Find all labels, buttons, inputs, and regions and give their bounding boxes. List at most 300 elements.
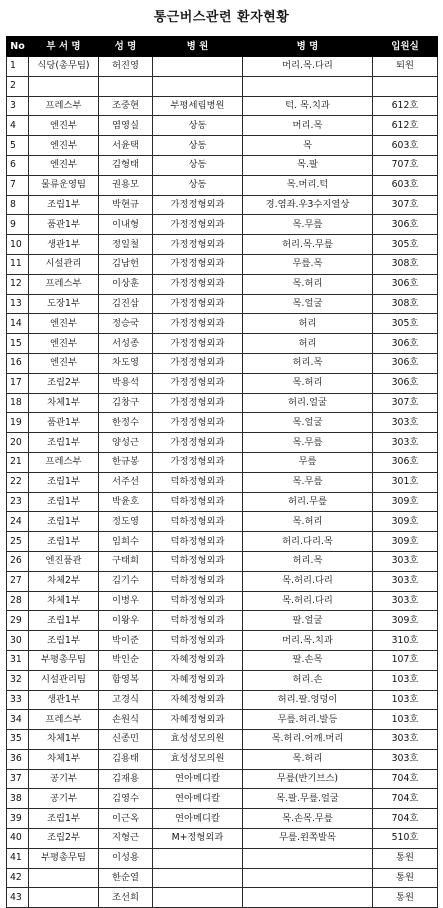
cell-ward: 307호 (373, 393, 438, 413)
cell-condition: 목.허리 (243, 274, 373, 294)
cell-department: 차체2부 (29, 571, 99, 591)
table-row (7, 334, 438, 354)
table-header-row (7, 37, 438, 57)
cell-no: 10 (7, 235, 29, 255)
cell-no: 28 (7, 591, 29, 611)
cell-hospital (153, 848, 243, 868)
cell-ward: 306호 (373, 334, 438, 354)
cell-ward: 309호 (373, 492, 438, 512)
cell-condition: 목.손목.무릎 (243, 809, 373, 829)
cell-no: 18 (7, 393, 29, 413)
cell-no: 36 (7, 749, 29, 769)
cell-no: 4 (7, 116, 29, 136)
cell-hospital (153, 868, 243, 888)
cell-condition: 목.허리.어깨.머리 (243, 730, 373, 750)
cell-ward: 303호 (373, 730, 438, 750)
table-row (7, 433, 438, 453)
cell-condition: 목.무릎 (243, 472, 373, 492)
cell-no: 6 (7, 155, 29, 175)
cell-ward (373, 76, 438, 96)
cell-department: 부평총무팀 (29, 650, 99, 670)
cell-hospital: 가정정형외과 (153, 393, 243, 413)
cell-condition: 목.허리 (243, 749, 373, 769)
cell-ward: 603호 (373, 175, 438, 195)
cell-ward: 306호 (373, 215, 438, 235)
cell-no: 19 (7, 413, 29, 433)
cell-name: 김기수 (99, 571, 153, 591)
cell-hospital: 상동 (153, 116, 243, 136)
cell-department: 부평총무팀 (29, 848, 99, 868)
table-row (7, 690, 438, 710)
table-row (7, 611, 438, 631)
table-row (7, 532, 438, 552)
header-hospital: 병 원 (153, 37, 243, 57)
cell-ward: 309호 (373, 512, 438, 532)
cell-condition: 허리.얼굴 (243, 393, 373, 413)
cell-hospital: 가정정형외과 (153, 373, 243, 393)
cell-ward: 307호 (373, 195, 438, 215)
cell-ward: 303호 (373, 749, 438, 769)
cell-no: 20 (7, 433, 29, 453)
cell-department: 공기부 (29, 769, 99, 789)
table-row (7, 215, 438, 235)
cell-hospital: 효성성모의원 (153, 749, 243, 769)
cell-name (99, 76, 153, 96)
cell-condition (243, 848, 373, 868)
cell-department: 생관1부 (29, 235, 99, 255)
cell-no: 12 (7, 274, 29, 294)
cell-no: 23 (7, 492, 29, 512)
cell-condition: 목 (243, 136, 373, 156)
cell-name: 이내형 (99, 215, 153, 235)
cell-name: 양성근 (99, 433, 153, 453)
table-row (7, 631, 438, 651)
cell-name: 박이준 (99, 631, 153, 651)
cell-no: 33 (7, 690, 29, 710)
table-row (7, 749, 438, 769)
cell-department (29, 868, 99, 888)
header-name: 성 명 (99, 37, 153, 57)
table-row (7, 195, 438, 215)
cell-hospital: 효성성모의원 (153, 730, 243, 750)
cell-department: 도장1부 (29, 294, 99, 314)
cell-hospital: 덕하정형외과 (153, 631, 243, 651)
cell-ward: 612호 (373, 96, 438, 116)
cell-name: 김영수 (99, 789, 153, 809)
cell-hospital: 자혜정형외과 (153, 650, 243, 670)
cell-ward: 305호 (373, 235, 438, 255)
cell-condition: 허리.다리.목 (243, 532, 373, 552)
table-row (7, 868, 438, 888)
cell-no: 40 (7, 829, 29, 849)
cell-name: 김창구 (99, 393, 153, 413)
table-row (7, 591, 438, 611)
cell-department: 차체1부 (29, 749, 99, 769)
cell-department (29, 76, 99, 96)
cell-department: 엔진부 (29, 334, 99, 354)
header-department: 부 서 명 (29, 37, 99, 57)
cell-name: 염영실 (99, 116, 153, 136)
cell-no: 31 (7, 650, 29, 670)
cell-department: 조립1부 (29, 631, 99, 651)
cell-hospital: 상동 (153, 136, 243, 156)
cell-no: 9 (7, 215, 29, 235)
cell-ward: 103호 (373, 670, 438, 690)
cell-hospital: 덕하정형외과 (153, 512, 243, 532)
cell-department: 프레스부 (29, 710, 99, 730)
document-title: 통근버스관련 환자현황 (153, 10, 290, 25)
cell-condition: 턱. 목.치과 (243, 96, 373, 116)
cell-condition: 허리.무릎 (243, 492, 373, 512)
cell-condition: 목.팔.무릎.얼굴 (243, 789, 373, 809)
cell-condition: 경.염좌.우3수지열상 (243, 195, 373, 215)
cell-name: 박인순 (99, 650, 153, 670)
cell-name: 한규봉 (99, 452, 153, 472)
cell-department: 물류운영팀 (29, 175, 99, 195)
cell-name: 이상훈 (99, 274, 153, 294)
cell-ward: 309호 (373, 532, 438, 552)
cell-ward: 통원 (373, 868, 438, 888)
cell-name: 권용모 (99, 175, 153, 195)
cell-name: 손원식 (99, 710, 153, 730)
cell-no: 37 (7, 769, 29, 789)
table-row (7, 76, 438, 96)
header-condition: 병 명 (243, 37, 373, 57)
cell-ward: 310호 (373, 631, 438, 651)
cell-hospital: 가정정형외과 (153, 235, 243, 255)
cell-no: 2 (7, 76, 29, 96)
cell-condition: 목.팔 (243, 155, 373, 175)
cell-no: 35 (7, 730, 29, 750)
cell-condition: 무릎.왼쪽발목 (243, 829, 373, 849)
table-row (7, 413, 438, 433)
cell-hospital: 가정정형외과 (153, 294, 243, 314)
table-row (7, 254, 438, 274)
cell-hospital: 가정정형외과 (153, 195, 243, 215)
cell-no: 43 (7, 888, 29, 908)
cell-hospital: 가정정형외과 (153, 413, 243, 433)
table-row (7, 650, 438, 670)
cell-no: 41 (7, 848, 29, 868)
cell-hospital: 덕하정형외과 (153, 571, 243, 591)
table-row (7, 96, 438, 116)
cell-ward: 306호 (373, 353, 438, 373)
cell-no: 22 (7, 472, 29, 492)
cell-no: 30 (7, 631, 29, 651)
cell-hospital: M+정형외과 (153, 829, 243, 849)
cell-name: 허진영 (99, 57, 153, 77)
cell-condition: 목.허리.다리 (243, 571, 373, 591)
cell-condition: 팔.얼굴 (243, 611, 373, 631)
cell-condition: 허리.목.무릎 (243, 235, 373, 255)
cell-condition (243, 76, 373, 96)
cell-name: 임희수 (99, 532, 153, 552)
table-row (7, 235, 438, 255)
cell-condition: 무릎(반기브스) (243, 769, 373, 789)
cell-no: 26 (7, 551, 29, 571)
cell-department: 차체1부 (29, 591, 99, 611)
cell-condition: 목.무릎 (243, 433, 373, 453)
cell-no: 15 (7, 334, 29, 354)
cell-ward: 303호 (373, 551, 438, 571)
cell-ward: 107호 (373, 650, 438, 670)
table-row (7, 769, 438, 789)
table-row (7, 175, 438, 195)
cell-ward: 103호 (373, 690, 438, 710)
cell-condition: 허리 (243, 334, 373, 354)
cell-condition: 무릎 (243, 452, 373, 472)
cell-name: 김남헌 (99, 254, 153, 274)
table-row (7, 393, 438, 413)
cell-no: 29 (7, 611, 29, 631)
cell-no: 5 (7, 136, 29, 156)
table-row (7, 452, 438, 472)
cell-condition: 허리.팔.엉덩이 (243, 690, 373, 710)
cell-condition: 허리.목 (243, 353, 373, 373)
cell-no: 13 (7, 294, 29, 314)
cell-department: 조립1부 (29, 512, 99, 532)
cell-no: 24 (7, 512, 29, 532)
cell-department: 조립2부 (29, 829, 99, 849)
cell-no: 16 (7, 353, 29, 373)
cell-hospital: 덕하정형외과 (153, 532, 243, 552)
cell-condition: 목.무릎 (243, 215, 373, 235)
cell-condition: 무릎.목 (243, 254, 373, 274)
cell-name: 정도영 (99, 512, 153, 532)
cell-department: 조립1부 (29, 532, 99, 552)
cell-department: 조립1부 (29, 195, 99, 215)
cell-ward: 308호 (373, 254, 438, 274)
table-row (7, 116, 438, 136)
cell-no: 27 (7, 571, 29, 591)
cell-name: 이왕우 (99, 611, 153, 631)
cell-hospital: 가정정형외과 (153, 274, 243, 294)
cell-name: 김재용 (99, 769, 153, 789)
cell-department: 시설관리팀 (29, 670, 99, 690)
cell-ward: 308호 (373, 294, 438, 314)
cell-no: 32 (7, 670, 29, 690)
cell-hospital: 가정정형외과 (153, 254, 243, 274)
cell-condition: 허리.손 (243, 670, 373, 690)
cell-condition: 목.얼굴 (243, 294, 373, 314)
cell-no: 1 (7, 57, 29, 77)
cell-department: 프레스부 (29, 274, 99, 294)
cell-name: 신종민 (99, 730, 153, 750)
table-row (7, 294, 438, 314)
cell-department: 차체1부 (29, 730, 99, 750)
cell-department: 프레스부 (29, 452, 99, 472)
cell-department: 엔진부 (29, 116, 99, 136)
table-row (7, 274, 438, 294)
cell-department: 조립1부 (29, 492, 99, 512)
cell-name: 차도영 (99, 353, 153, 373)
cell-hospital: 가정정형외과 (153, 314, 243, 334)
cell-condition: 머리.목 (243, 116, 373, 136)
cell-ward: 305호 (373, 314, 438, 334)
cell-department: 공기부 (29, 789, 99, 809)
cell-ward: 301호 (373, 472, 438, 492)
cell-name: 지형근 (99, 829, 153, 849)
cell-ward: 303호 (373, 433, 438, 453)
cell-name: 구태희 (99, 551, 153, 571)
cell-no: 21 (7, 452, 29, 472)
cell-no: 38 (7, 789, 29, 809)
cell-name: 서윤택 (99, 136, 153, 156)
cell-ward: 303호 (373, 413, 438, 433)
cell-department: 엔진부 (29, 353, 99, 373)
cell-name: 이성용 (99, 848, 153, 868)
cell-ward: 510호 (373, 829, 438, 849)
cell-no: 39 (7, 809, 29, 829)
cell-ward: 309호 (373, 611, 438, 631)
cell-department: 조립1부 (29, 611, 99, 631)
cell-name: 고경식 (99, 690, 153, 710)
cell-department: 조립1부 (29, 433, 99, 453)
cell-condition: 목.허리.다리 (243, 591, 373, 611)
cell-condition: 목.머리.턱 (243, 175, 373, 195)
cell-hospital: 덕하정형외과 (153, 611, 243, 631)
cell-ward: 퇴원 (373, 57, 438, 77)
cell-department: 엔진부 (29, 155, 99, 175)
cell-hospital: 가정정형외과 (153, 353, 243, 373)
cell-hospital: 자혜정형외과 (153, 710, 243, 730)
cell-condition: 무릎.허리.발등 (243, 710, 373, 730)
cell-hospital: 자혜정형외과 (153, 690, 243, 710)
cell-ward: 통원 (373, 888, 438, 908)
cell-no: 17 (7, 373, 29, 393)
cell-hospital: 가정정형외과 (153, 334, 243, 354)
cell-condition: 목.허리 (243, 373, 373, 393)
cell-name: 김용태 (99, 749, 153, 769)
cell-ward: 603호 (373, 136, 438, 156)
cell-department: 엔진품관 (29, 551, 99, 571)
table-row (7, 551, 438, 571)
cell-condition: 목.허리 (243, 512, 373, 532)
cell-name: 박윤호 (99, 492, 153, 512)
cell-hospital: 덕하정형외과 (153, 591, 243, 611)
cell-condition: 머리.목.다리 (243, 57, 373, 77)
cell-department: 엔진부 (29, 314, 99, 334)
cell-ward: 612호 (373, 116, 438, 136)
cell-no: 3 (7, 96, 29, 116)
cell-ward: 303호 (373, 571, 438, 591)
cell-department: 조립1부 (29, 472, 99, 492)
cell-condition (243, 868, 373, 888)
cell-condition: 목.얼굴 (243, 413, 373, 433)
table-row (7, 472, 438, 492)
cell-department: 프레스부 (29, 96, 99, 116)
table-row (7, 136, 438, 156)
cell-hospital: 덕하정형외과 (153, 472, 243, 492)
cell-name: 박현규 (99, 195, 153, 215)
cell-ward: 303호 (373, 591, 438, 611)
cell-department: 품관1부 (29, 413, 99, 433)
cell-name: 한정수 (99, 413, 153, 433)
cell-name: 조선희 (99, 888, 153, 908)
cell-no: 14 (7, 314, 29, 334)
cell-ward: 704호 (373, 809, 438, 829)
cell-name: 박용석 (99, 373, 153, 393)
table-row (7, 314, 438, 334)
cell-name: 김진삼 (99, 294, 153, 314)
cell-department: 시설관리 (29, 254, 99, 274)
table-row (7, 670, 438, 690)
cell-ward: 306호 (373, 373, 438, 393)
cell-name: 서성종 (99, 334, 153, 354)
cell-name: 정승국 (99, 314, 153, 334)
cell-hospital: 가정정형외과 (153, 215, 243, 235)
table-row (7, 155, 438, 175)
cell-name: 정일철 (99, 235, 153, 255)
table-row (7, 848, 438, 868)
cell-hospital: 자혜정형외과 (153, 670, 243, 690)
table-row (7, 571, 438, 591)
cell-name: 이근옥 (99, 809, 153, 829)
cell-no: 8 (7, 195, 29, 215)
cell-hospital: 가정정형외과 (153, 452, 243, 472)
cell-department: 엔진부 (29, 136, 99, 156)
cell-hospital: 연아메디칼 (153, 789, 243, 809)
cell-condition: 팔.손목 (243, 650, 373, 670)
table-row (7, 829, 438, 849)
cell-no: 25 (7, 532, 29, 552)
cell-ward: 103호 (373, 710, 438, 730)
cell-department: 조립2부 (29, 373, 99, 393)
cell-hospital: 덕하정형외과 (153, 492, 243, 512)
table-row (7, 789, 438, 809)
table-row (7, 492, 438, 512)
cell-hospital (153, 57, 243, 77)
cell-ward: 704호 (373, 789, 438, 809)
cell-ward: 704호 (373, 769, 438, 789)
cell-no: 42 (7, 868, 29, 888)
cell-ward: 707호 (373, 155, 438, 175)
cell-condition: 머리.목.치과 (243, 631, 373, 651)
cell-name: 함영복 (99, 670, 153, 690)
cell-hospital (153, 76, 243, 96)
cell-hospital: 연아메디칼 (153, 809, 243, 829)
cell-condition: 허리 (243, 314, 373, 334)
table-row (7, 353, 438, 373)
cell-name: 조중현 (99, 96, 153, 116)
cell-department: 식당(총무팀) (29, 57, 99, 77)
cell-department: 품관1부 (29, 215, 99, 235)
table-row (7, 373, 438, 393)
table-row (7, 809, 438, 829)
cell-ward: 306호 (373, 274, 438, 294)
cell-name: 김형태 (99, 155, 153, 175)
header-ward: 입원실 (373, 37, 438, 57)
cell-name: 이병우 (99, 591, 153, 611)
patient-status-table (6, 36, 438, 908)
cell-hospital: 부평세림병원 (153, 96, 243, 116)
cell-ward: 통원 (373, 848, 438, 868)
cell-hospital: 상동 (153, 155, 243, 175)
cell-hospital: 연아메디칼 (153, 769, 243, 789)
table-row (7, 57, 438, 77)
table-row (7, 730, 438, 750)
table-row (7, 710, 438, 730)
cell-no: 7 (7, 175, 29, 195)
cell-name: 서주선 (99, 472, 153, 492)
cell-condition: 허리.목 (243, 551, 373, 571)
cell-hospital: 덕하정형외과 (153, 551, 243, 571)
cell-hospital: 상동 (153, 175, 243, 195)
cell-no: 11 (7, 254, 29, 274)
cell-department: 차체1부 (29, 393, 99, 413)
cell-department: 조립1부 (29, 809, 99, 829)
table-row (7, 512, 438, 532)
